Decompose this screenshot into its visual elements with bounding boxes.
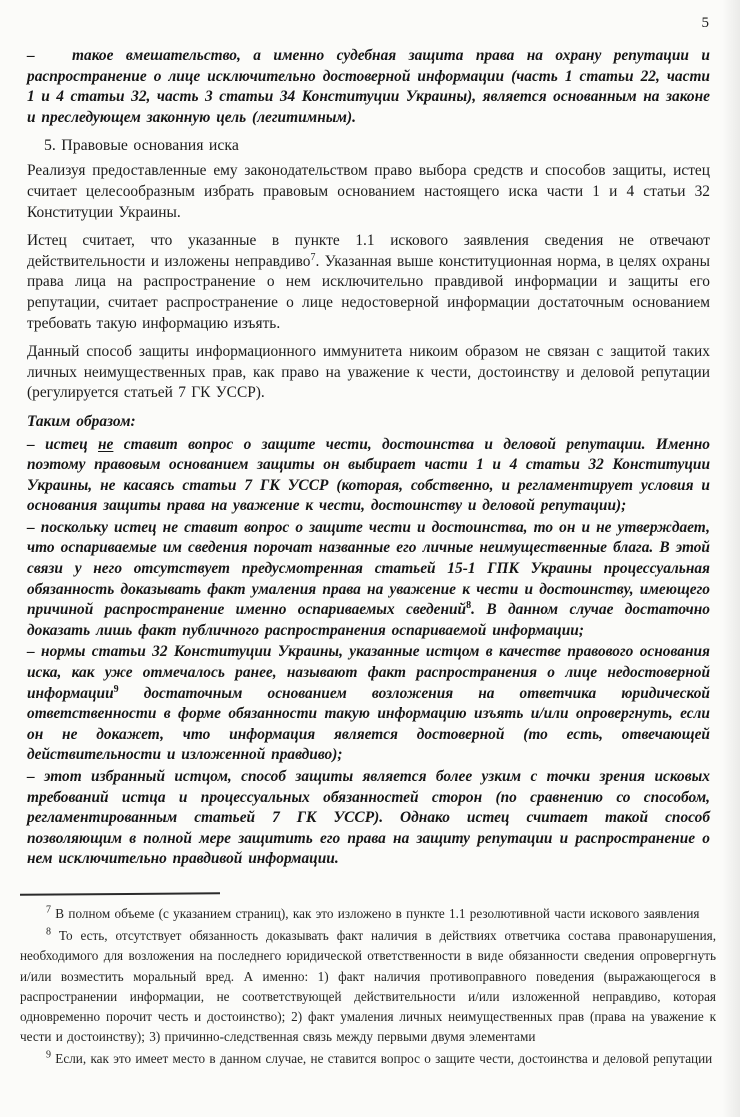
list-item-2 [27,518,710,642]
paragraph-claims-text-2: . Указанная выше конституционная норма, в целях охраны права лица на распространение о нем исключительно правдивой информации и защиты его репутации, считает распространение о лице недостоверной информации достаточным основанием требовать такую информацию изъять. [27,252,711,332]
footnote-9 [20,1049,716,1069]
footnote-ref-8: 8 [466,600,472,612]
scan-edge-artifact [722,0,740,1117]
list-item-2-text-1: – поскольку истец не ставит вопрос о защите чести и достоинства, то он и не утверждает, что оспариваемые им сведения порочат названные его личные неимущественные блага. В этой связи у него отсутствует предусмотренная статьей 15-1 ГПК Украины процессуальная обязанность доказывать факт умаления права на уважение к чести и достоинству, имеющего причиной распространение именно оспариваемых сведений [27,518,710,619]
paragraph-intro [27,46,710,128]
footnote-7-text: В полном объеме (с указанием страниц), как это изложено в пункте 1.1 резолютивной части искового заявления [51,906,700,921]
paragraph-intro-text: – такое вмешательство, а именно судебная защита права на охрану репутации и распространение о лице исключительно достоверной информации (часть 1 статьи 22, части 1 и 4 статьи 32, часть 3 статьи 34 Конституции Украины), является основанным на законе и преследующем законную цель (легитимным). [27,47,710,126]
list-item-4: – этот избранный истцом, способ защиты является более узким с точки зрения исковых требований истца и процессуальных обязанностей сторон (по сравнению со способом, регламентированным статьей 7 ГК УССР). Однако истец считает такой способ позволяющим в полной мере защитить его права на защиту репутации и распространение о нем исключительно правдивой информации. [27,768,710,868]
list-item-1-text-2: ставит вопрос о защите чести, достоинства и деловой репутации. Именно поэтому правовым основанием защиты он выбирает части 1 и 4 статьи 32 Конституции Украины, не касаясь статьи 7 ГК УССР (которая, собственно, и регламентирует условия и основания защиты права на уважение к чести, достоинству и деловой репутации); [27,435,710,515]
main-text-block [27,46,710,871]
paragraph-immunity: Данный способ защиты информационного иммунитета никоим образом не связан с защитой таких личных неимущественных прав, как право на уважение к чести, достоинству и деловой репутации (регулируется статьей 7 ГК УССР). [27,343,710,402]
footnote-ref-7: 7 [310,251,316,263]
underlined-ne: не [98,435,114,453]
thus-heading: Таким образом: [27,412,136,430]
list-item-3-text-2: достаточным основанием возложения на ответчика юридической ответственности в форме обязанности такую информацию изъять и/или опровергнуть, если он не докажет, что информация является достоверной (то есть, отвечающей действительности и изложенной правдиво); [27,684,710,764]
footnote-8-marker: 8 [46,926,51,938]
list-item-3 [27,642,710,766]
paragraph-legal-basis: Реализуя предоставленные ему законодательством право выбора средств и способов защиты, истец считает целесообразным избрать правовым основанием настоящего иска части 1 и 4 статьи 32 Конституции Украины. [27,162,710,221]
footnote-ref-9: 9 [113,683,119,695]
footnotes-block [20,893,716,1072]
list-item-2-text-2: . В данном случае достаточно доказать лишь факт публичного распространения оспариваемой информации; [27,601,710,639]
paragraph-claims-text-1: Истец считает, что указанные в пункте 1.1 искового заявления сведения не отвечают действительности и изложены неправдиво [27,232,710,270]
paragraph-claims [27,231,710,334]
footnote-8-text: То есть, отсутствует обязанность доказывать факт наличия в действиях ответчика состава правонарушения, необходимого для возложения на последнего юридической ответственности в виде обязанности сведения опровергнуть и/или возместить моральный вред. А именно: 1) факт наличия противоправного поведения (выражающегося в распространении информации, не соответствующей действительности и/или изложенной неправдиво, которая одновременно порочит честь и достоинство); 2) факт умаления личных неимущественных прав (права на уважение к чести и достоинству); 3) причинно-следственная связь между первыми двумя элементами [20,928,716,1045]
footnote-7 [20,904,716,924]
footnote-9-marker: 9 [46,1050,51,1062]
list-item-1-text-1: – истец [27,435,99,453]
list-item-3-text-1: – нормы статьи 32 Конституции Украины, указанные истцом в качестве правового основания иска, как уже отмечалось ранее, называют факт распространения о лице недостоверной информации [27,643,710,702]
section-heading: 5. Правовые основания иска [44,137,239,155]
page-number: 5 [701,15,710,31]
footnote-7-marker: 7 [46,904,51,916]
footnote-8 [20,926,716,1047]
list-item-1 [27,435,710,517]
footnote-separator-line [20,892,220,895]
footnote-9-text: Если, как это имеет место в данном случае, не ставится вопрос о защите чести, достоинства и деловой репутации [51,1051,713,1067]
